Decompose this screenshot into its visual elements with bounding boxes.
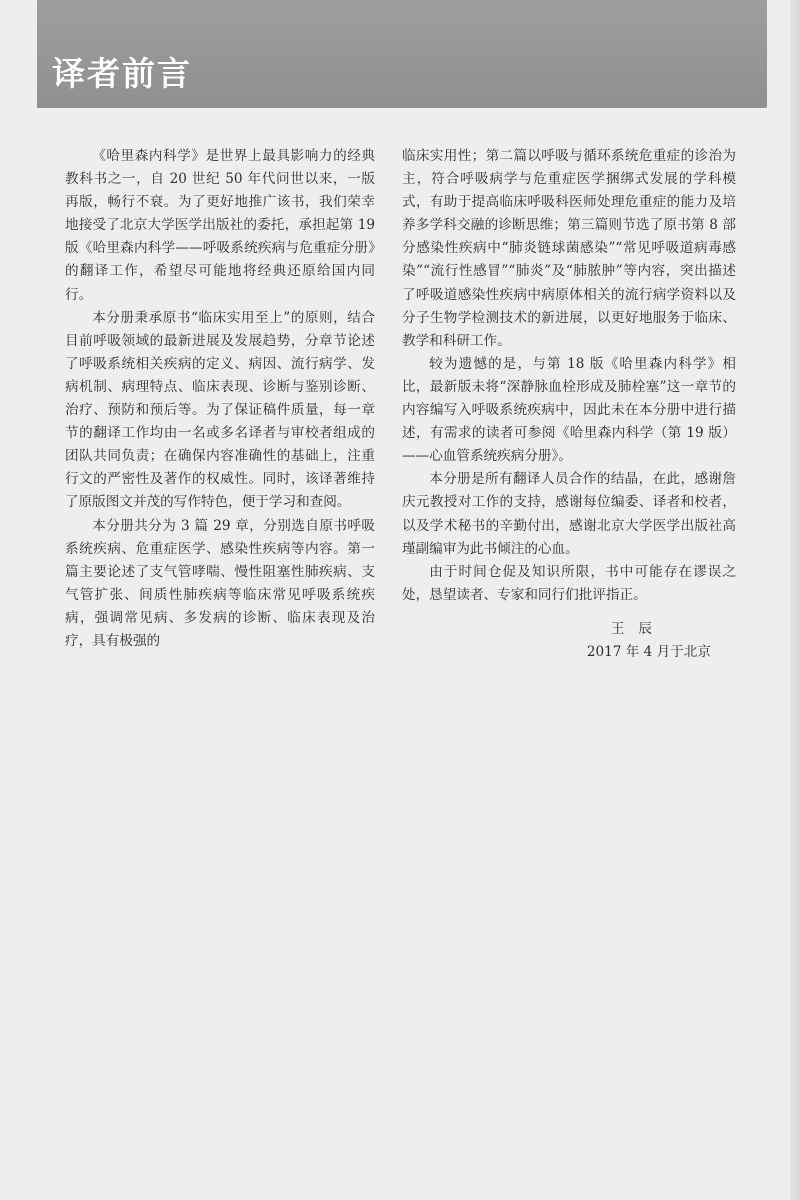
paragraph-acknowledgements: 本分册是所有翻译人员合作的结晶，在此，感谢詹庆元教授对工作的支持，感谢每位编委、译者和校者，以及学术秘书的辛勤付出，感谢北京大学医学出版社高瑾副编审为此书倾注的心血。 [402, 471, 736, 557]
paragraph-structure-continued: 临床实用性；第二篇以呼吸与循环系统危重症的诊治为主，符合呼吸病学与危重症医学捆绑式发展的学科模式，有助于提高临床呼吸科医师处理危重症的能力及培养多学科交融的诊断思维；第三篇则节选了原书第 8 部分感染性疾病中“肺炎链球菌感染”“常见呼吸道病毒感染”“流行性感冒”“肺炎”及“肺脓肿”等内容，突出描述了呼吸道感染性疾病中病原体相关的流行病学资料以及分子生物学检测技术的新进展，以更好地服务于临床、教学和科研工作。 [402, 148, 736, 349]
page-title: 译者前言 [52, 54, 192, 93]
right-text-column [402, 145, 736, 664]
signature-name: 王辰 [610, 620, 666, 637]
page-scan-edge [790, 0, 800, 1200]
paragraph-errata-request: 由于时间仓促及知识所限，书中可能存在谬误之处，恳望读者、专家和同行们批评指正。 [402, 563, 736, 603]
left-text-column [65, 145, 375, 653]
signature-block [402, 618, 736, 664]
paragraph-intro: 《哈里森内科学》是世界上最具影响力的经典教科书之一，自 20 世纪 50 年代问世以来，一版再版，畅行不衰。为了更好地推广该书，我们荣幸地接受了北京大学医学出版社的委托，承担起第 19 版《哈里森内科学——呼吸系统疾病与危重症分册》的翻译工作，希望尽可能地将经典还原给国内同行。 [65, 148, 375, 303]
paragraph-structure: 本分册共分为 3 篇 29 章，分别选自原书呼吸系统疾病、危重症医学、感染性疾病等内容。第一篇主要论述了支气管哮喘、慢性阻塞性肺疾病、支气管扩张、间质性肺疾病等临床常见呼吸系统疾病，强调常见病、多发病的诊断、临床表现及治疗，具有极强的 [65, 517, 375, 649]
paragraph-omission-note: 较为遗憾的是，与第 18 版《哈里森内科学》相比，最新版未将“深静脉血栓形成及肺栓塞”这一章节的内容编写入呼吸系统疾病中，因此未在本分册中进行描述，有需求的读者可参阅《哈里森内科学（第 19 版）——心血管系统疾病分册》。 [402, 355, 736, 465]
paragraph-principles: 本分册秉承原书“临床实用至上”的原则，结合目前呼吸领域的最新进展及发展趋势，分章节论述了呼吸系统相关疾病的定义、病因、流行病学、发病机制、病理特点、临床表现、诊断与鉴别诊断、治疗、预防和预后等。为了保证稿件质量，每一章节的翻译工作均由一名或多名译者与审校者组成的团队共同负责；在确保内容准确性的基础上，注重行文的严密性及著作的权威性。同时，该译著维持了原版图文并茂的写作特色，便于学习和查阅。 [65, 309, 375, 511]
signature-date: 2017 年 4 月于北京 [586, 643, 711, 660]
